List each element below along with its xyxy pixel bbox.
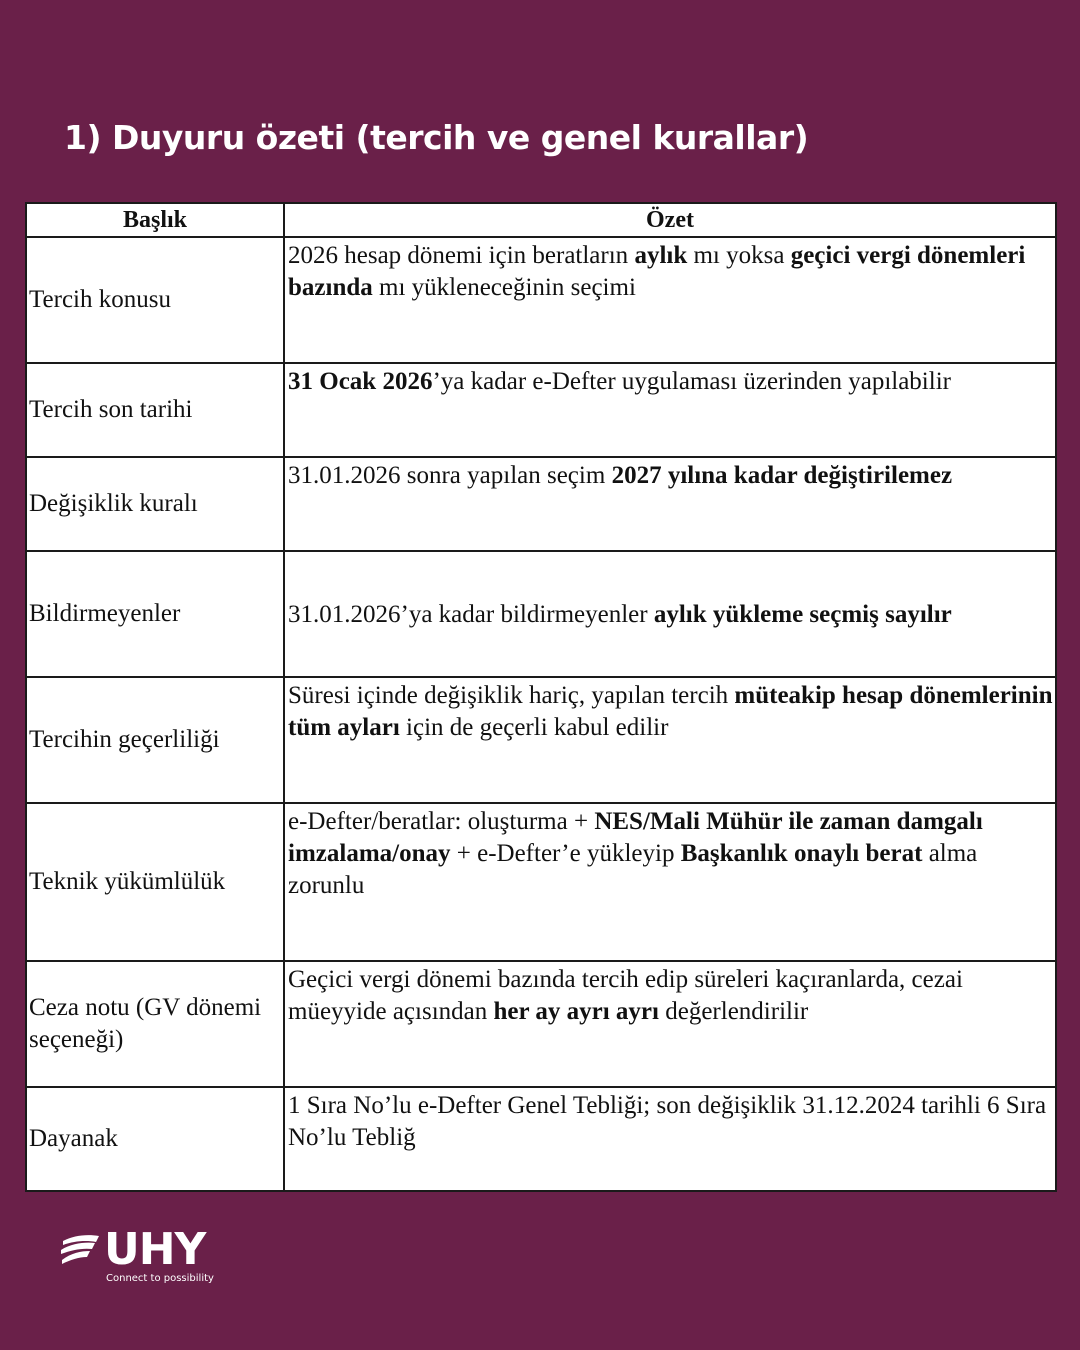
row-label: Değişiklik kuralı [26, 457, 284, 551]
summary-text: e-Defter/beratlar: oluşturma + [288, 808, 595, 835]
table-row [26, 237, 1056, 363]
summary-text: için de geçerli kabul edilir [399, 714, 669, 741]
row-summary [284, 551, 1056, 677]
summary-table [25, 202, 1057, 1192]
summary-bold-text: aylık [634, 242, 688, 269]
column-header-baslik: Başlık [26, 203, 284, 237]
summary-text: + e-Defter’e yükleyip [450, 840, 681, 867]
summary-bold-text: NES/Mali Mühür ile zaman damgalı imzalama/onay [288, 808, 983, 867]
summary-text: 31.01.2026’ya kadar bildirmeyenler [288, 601, 654, 628]
table-row [26, 457, 1056, 551]
row-summary [284, 803, 1056, 961]
summary-bold-text: müteakip hesap dönemlerinin tüm ayları [288, 682, 1053, 741]
summary-text: 2026 hesap dönemi için beratların [288, 242, 635, 269]
row-label: Tercihin geçerliliği [26, 677, 284, 803]
summary-text: Geçici vergi dönemi bazında tercih edip süreleri kaçıranlarda, cezai müeyyide açısından [288, 966, 963, 1025]
row-summary [284, 677, 1056, 803]
summary-text: 31.01.2026 sonra yapılan seçim [288, 462, 612, 489]
uhy-logo [60, 1224, 214, 1284]
row-summary [284, 961, 1056, 1087]
row-summary [284, 363, 1056, 457]
logo-tagline: Connect to possibility [106, 1273, 214, 1284]
summary-text: alma zorunlu [288, 840, 978, 899]
summary-text: Süresi içinde değişiklik hariç, yapılan tercih [288, 682, 735, 709]
summary-text: ’ya kadar e-Defter uygulaması üzerinden yapılabilir [432, 368, 951, 395]
row-label: Tercih konusu [26, 237, 284, 363]
logo-wordmark: UHY [104, 1224, 206, 1275]
summary-text: mı yoksa [687, 242, 791, 269]
summary-text: değerlendirilir [658, 998, 809, 1025]
table-header-row [26, 203, 1056, 237]
row-label: Tercih son tarihi [26, 363, 284, 457]
row-label: Dayanak [26, 1087, 284, 1191]
summary-text: 1 Sıra No’lu e-Defter Genel Tebliği; son değişiklik 31.12.2024 tarihli 6 Sıra No’lu Tebliğ [288, 1092, 1047, 1151]
page-title: 1) Duyuru özeti (tercih ve genel kurallar) [64, 118, 809, 157]
summary-bold-text: Başkanlık onaylı berat [680, 840, 923, 867]
row-summary [284, 457, 1056, 551]
summary-bold-text: 2027 yılına kadar değiştirilemez [611, 462, 953, 489]
summary-text: mı yükleneceğinin seçimi [372, 274, 636, 301]
table-row [26, 803, 1056, 961]
summary-bold-text: geçici vergi dönemleri bazında [288, 242, 1026, 301]
table-row [26, 677, 1056, 803]
table-row [26, 551, 1056, 677]
row-summary [284, 1087, 1056, 1191]
table-row [26, 961, 1056, 1087]
row-summary [284, 237, 1056, 363]
summary-bold-text: her ay ayrı ayrı [493, 998, 659, 1025]
row-label: Ceza notu (GV dönemi seçeneği) [26, 961, 284, 1087]
table-row [26, 363, 1056, 457]
summary-bold-text: aylık yükleme seçmiş sayılır [653, 601, 952, 628]
row-label: Teknik yükümlülük [26, 803, 284, 961]
summary-bold-text: 31 Ocak 2026 [288, 368, 433, 395]
column-header-ozet: Özet [284, 203, 1056, 237]
uhy-swoosh-icon [60, 1233, 100, 1267]
table-row [26, 1087, 1056, 1191]
row-label: Bildirmeyenler [26, 551, 284, 677]
